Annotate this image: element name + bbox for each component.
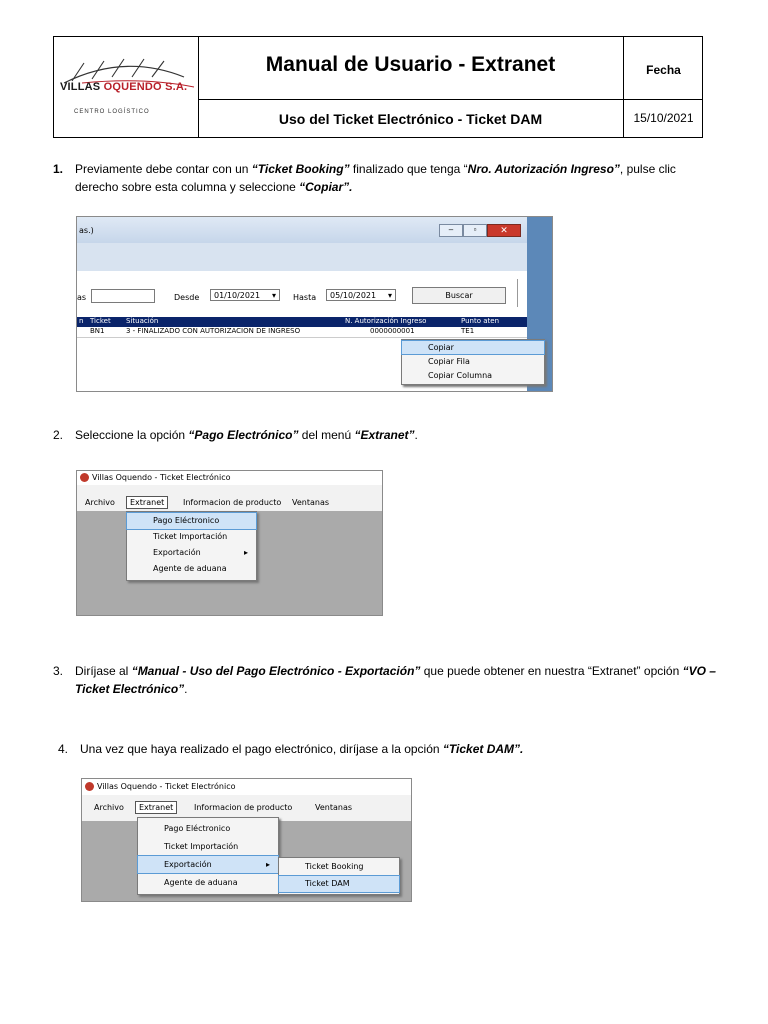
column-header[interactable]: N. Autorización Ingreso bbox=[345, 317, 427, 325]
filter-input[interactable] bbox=[91, 289, 155, 303]
buscar-button[interactable]: Buscar bbox=[412, 287, 506, 304]
app-icon bbox=[85, 782, 94, 791]
page-title: Manual de Usuario - Extranet bbox=[265, 53, 556, 76]
column-header[interactable]: n bbox=[79, 317, 84, 325]
window-title: Villas Oquendo - Ticket Electrónico bbox=[92, 473, 231, 482]
menu-extranet[interactable]: Extranet bbox=[135, 801, 177, 814]
menu-item-pago-electronico[interactable]: Pago Eléctronico bbox=[164, 824, 231, 833]
filter-label: as bbox=[77, 293, 87, 302]
menu-informacion-producto[interactable]: Informacion de producto bbox=[183, 498, 282, 507]
page-subtitle: Uso del Ticket Electrónico - Ticket DAM bbox=[278, 111, 543, 127]
date-value: 15/10/2021 bbox=[633, 111, 694, 125]
window-titlebar bbox=[77, 217, 527, 243]
step-4-text: Una vez que haya realizado el pago electrónico, diríjase a la opción “Ticket DAM”. bbox=[80, 742, 524, 756]
extranet-dropdown bbox=[126, 511, 257, 581]
toolbar-band bbox=[77, 243, 527, 271]
menu-informacion-producto[interactable]: Informacion de producto bbox=[194, 803, 293, 812]
menu-item-ticket-importacion[interactable]: Ticket Importación bbox=[164, 842, 239, 851]
desde-label: Desde bbox=[174, 293, 200, 302]
menu-item-copiar-fila[interactable]: Copiar Fila bbox=[428, 357, 470, 366]
step-1-text: Previamente debe contar con un “Ticket Booking” finalizado que tenga “Nro. Autorización Ingreso”, pulse clic derecho sobre esta columna y seleccione “Copiar”. bbox=[75, 162, 676, 194]
menu-archivo[interactable]: Archivo bbox=[85, 498, 115, 507]
menu-ventanas[interactable]: Ventanas bbox=[315, 803, 353, 812]
menu-archivo[interactable]: Archivo bbox=[94, 803, 124, 812]
menu-bar-top bbox=[77, 485, 383, 496]
dropdown-arrow-icon: ▾ bbox=[387, 291, 392, 300]
screenshot-extranet-menu bbox=[76, 470, 383, 616]
menu-item-copiar[interactable]: Copiar bbox=[402, 341, 544, 354]
window-titlebar bbox=[82, 779, 412, 795]
hasta-date-picker[interactable]: 05/10/2021 ▾ bbox=[326, 289, 396, 301]
hasta-label: Hasta bbox=[293, 293, 317, 302]
menu-item-ticket-booking[interactable]: Ticket Booking bbox=[305, 862, 364, 871]
table-row[interactable] bbox=[77, 327, 527, 338]
step-number: 1. bbox=[53, 162, 64, 176]
extranet-dropdown bbox=[137, 817, 279, 895]
menu-item-ticket-importacion[interactable]: Ticket Importación bbox=[153, 532, 228, 541]
menu-ventanas[interactable]: Ventanas bbox=[292, 498, 330, 507]
table-cell: BN1 bbox=[90, 327, 105, 335]
menu-item-copiar-columna[interactable]: Copiar Columna bbox=[428, 371, 493, 380]
step-3-text: Diríjase al “Manual - Uso del Pago Electrónico - Exportación” que puede obtener en nuestra “Extranet” opción “VO – Ticket Electrónico”. bbox=[75, 664, 716, 696]
screenshot-ticket-dam-menu bbox=[81, 778, 412, 902]
menu-item-exportacion[interactable]: Exportación ▸ bbox=[127, 545, 256, 561]
menu-extranet[interactable]: Extranet bbox=[126, 496, 168, 509]
maximize-button[interactable]: ▫ bbox=[463, 224, 487, 237]
minimize-button[interactable]: – bbox=[439, 224, 463, 237]
window-title: as.) bbox=[79, 226, 94, 235]
window-title: Villas Oquendo - Ticket Electrónico bbox=[97, 782, 236, 791]
screenshot-ticket-grid bbox=[76, 216, 553, 392]
desde-date-picker[interactable]: 01/10/2021 ▾ bbox=[210, 289, 280, 301]
table-cell: 3 - FINALIZADO CON AUTORIZACION DE INGRESO bbox=[126, 327, 301, 335]
step-number: 2. bbox=[53, 428, 64, 442]
divider bbox=[198, 99, 702, 100]
close-button[interactable]: ✕ bbox=[487, 224, 521, 237]
menu-item-agente-aduana[interactable]: Agente de aduana bbox=[153, 564, 227, 573]
column-header[interactable]: Situación bbox=[126, 317, 159, 325]
company-logo bbox=[54, 37, 198, 137]
menu-item-ticket-dam[interactable]: Ticket DAM bbox=[279, 876, 399, 892]
table-cell: TE1 bbox=[461, 327, 475, 335]
window-titlebar bbox=[77, 471, 383, 485]
logo-brand: VILLAS OQUENDO S.A. bbox=[60, 81, 188, 93]
menu-bar bbox=[82, 801, 411, 816]
document-header bbox=[53, 36, 703, 138]
menu-bar bbox=[77, 496, 382, 511]
dropdown-arrow-icon: ▾ bbox=[271, 291, 276, 300]
divider bbox=[517, 279, 518, 307]
step-number: 3. bbox=[53, 664, 64, 678]
menu-item-agente-aduana[interactable]: Agente de aduana bbox=[164, 878, 238, 887]
step-number: 4. bbox=[58, 742, 69, 756]
exportacion-submenu bbox=[278, 857, 400, 895]
logo-subtitle: CENTRO LOGÍSTICO bbox=[74, 109, 150, 115]
column-header[interactable]: Punto aten bbox=[461, 317, 500, 325]
menu-item-exportacion[interactable]: Exportación ▸ bbox=[138, 856, 278, 873]
menu-item-pago-electronico[interactable]: Pago Eléctronico bbox=[127, 513, 256, 529]
grid-header bbox=[77, 317, 527, 327]
date-label: Fecha bbox=[646, 63, 681, 77]
column-header[interactable]: Ticket bbox=[90, 317, 111, 325]
submenu-arrow-icon: ▸ bbox=[243, 548, 248, 557]
app-icon bbox=[80, 473, 89, 482]
table-cell: 0000000001 bbox=[370, 327, 415, 335]
submenu-arrow-icon: ▸ bbox=[265, 860, 270, 869]
context-menu bbox=[401, 339, 545, 385]
step-2-text: Seleccione la opción “Pago Electrónico” del menú “Extranet”. bbox=[75, 428, 418, 442]
